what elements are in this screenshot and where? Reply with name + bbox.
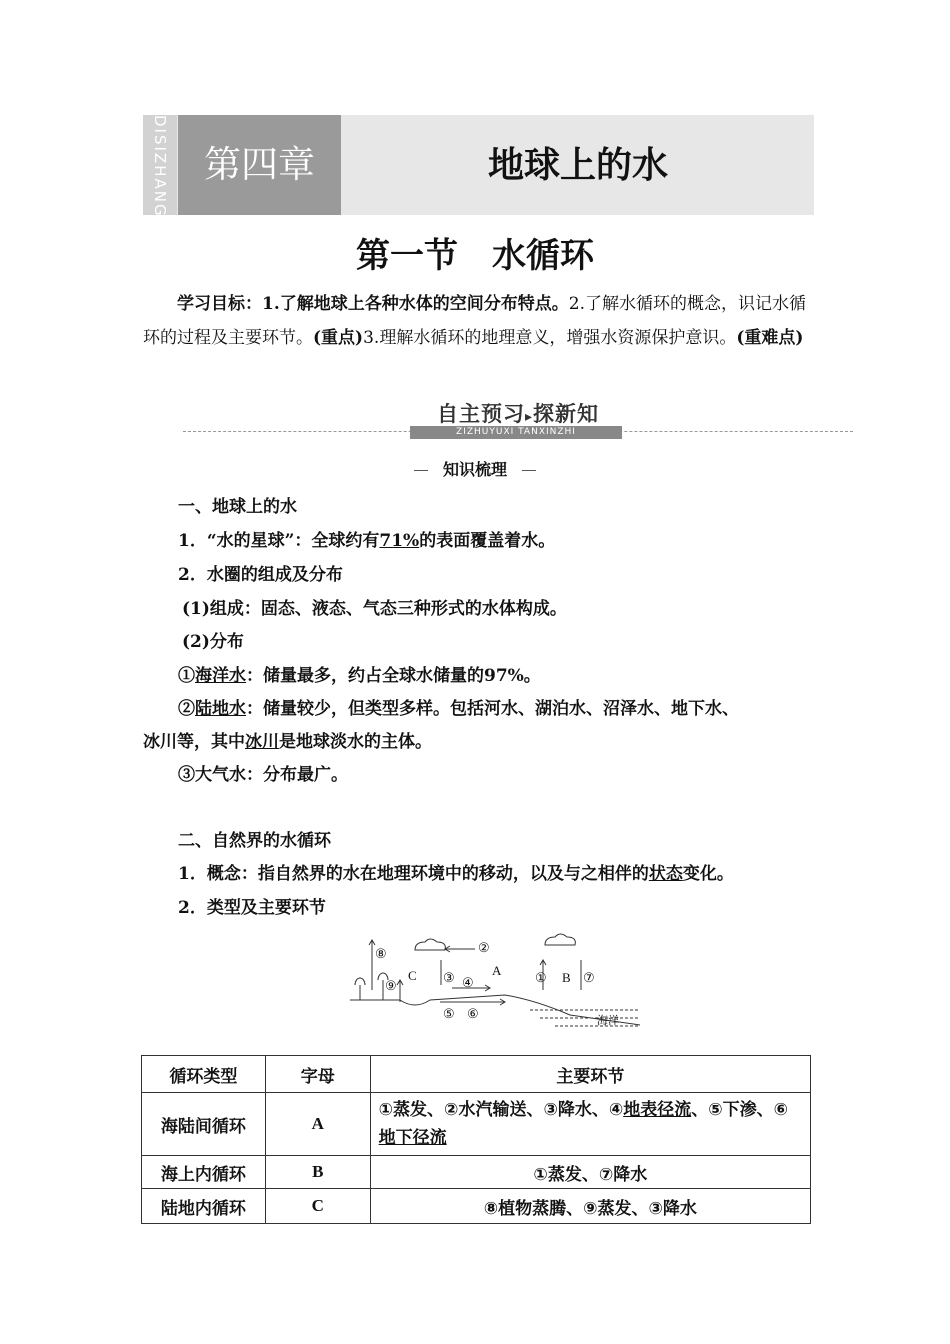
part2-heading: 二、自然界的水循环	[178, 831, 331, 851]
label-4: ④	[462, 975, 474, 990]
label-8: ⑧	[375, 946, 387, 961]
land-water: ②陆地水：储量较少，但类型多样。包括河水、湖泊水、沼泽水、地下水、	[178, 699, 739, 719]
chapter-title: 地球上的水	[487, 144, 668, 186]
header-links: 主要环节	[370, 1056, 810, 1093]
cell-links: ①蒸发、②水汽输送、③降水、④地表径流、⑤下渗、⑥地下径流	[370, 1093, 810, 1156]
cell-links: ①蒸发、⑦降水	[370, 1156, 810, 1189]
part1-item1: 1．“水的星球”：全球约有71%的表面覆盖着水。	[178, 531, 556, 551]
label-1: ①	[535, 970, 547, 985]
header-type: 循环类型	[142, 1056, 266, 1093]
table-header-row	[142, 1056, 811, 1093]
label-5: ⑤	[443, 1006, 455, 1021]
learning-goals: 学习目标：1.了解地球上各种水体的空间分布特点。2.了解水循环的概念，识记水循环的过程及主要环节。(重点)3.理解水循环的地理意义，增强水资源保护意识。(重难点)	[143, 294, 806, 348]
label-B: B	[562, 970, 571, 985]
cell-links: ⑧植物蒸腾、⑨蒸发、③降水	[370, 1189, 810, 1224]
preview-subtitle: ZIZHUYUXI TANXINZHI	[410, 426, 622, 439]
part2-types: 2．类型及主要环节	[178, 898, 326, 918]
table-row	[142, 1189, 811, 1224]
cloud-icon	[545, 934, 575, 945]
cell-type: 海上内循环	[142, 1156, 266, 1189]
table-row	[142, 1156, 811, 1189]
label-7: ⑦	[583, 970, 595, 985]
arrow-2	[445, 946, 475, 952]
cell-letter: C	[265, 1189, 370, 1224]
section-title: 第一节 水循环	[356, 236, 594, 276]
water-cycle-diagram	[345, 930, 645, 1045]
cloud-icon	[415, 939, 445, 950]
label-3: ③	[443, 970, 455, 985]
ocean-water: ①海洋水：储量最多，约占全球水储量的97%。	[178, 666, 541, 686]
cell-letter: A	[265, 1093, 370, 1156]
arrow-9	[397, 980, 403, 1002]
part1-distribution: (2)分布	[182, 632, 244, 652]
label-C: C	[408, 968, 417, 983]
part1-heading: 一、地球上的水	[178, 497, 297, 517]
chapter-vertical-label: DISIZHANG	[143, 115, 177, 215]
part1-item2: 2．水圈的组成及分布	[178, 565, 343, 585]
label-ocean: 海洋	[597, 1015, 619, 1027]
label-9: ⑨	[385, 978, 397, 993]
land-water-cont: 冰川等，其中冰川是地球淡水的主体。	[143, 732, 432, 752]
knowledge-label: 知识梳理	[414, 458, 536, 482]
arrow-5-6	[440, 999, 505, 1005]
water-cycle-table	[141, 1055, 811, 1224]
cell-type: 海陆间循环	[142, 1093, 266, 1156]
header-letter: 字母	[265, 1056, 370, 1093]
table-row	[142, 1093, 811, 1156]
atmosphere-water: ③大气水：分布最广。	[178, 765, 348, 785]
label-A: A	[492, 963, 502, 978]
cell-type: 陆地内循环	[142, 1189, 266, 1224]
tree-icon	[355, 978, 365, 1000]
part2-concept: 1．概念：指自然界的水在地理环境中的移动，以及与之相伴的状态变化。	[178, 864, 734, 884]
label-2: ②	[478, 940, 490, 955]
part1-composition: (1)组成：固态、液态、气态三种形式的水体构成。	[182, 599, 567, 619]
label-6: ⑥	[467, 1006, 479, 1021]
cell-letter: B	[265, 1156, 370, 1189]
chapter-number: 第四章	[178, 115, 341, 215]
preview-title: 自主预习▸探新知	[436, 402, 600, 426]
